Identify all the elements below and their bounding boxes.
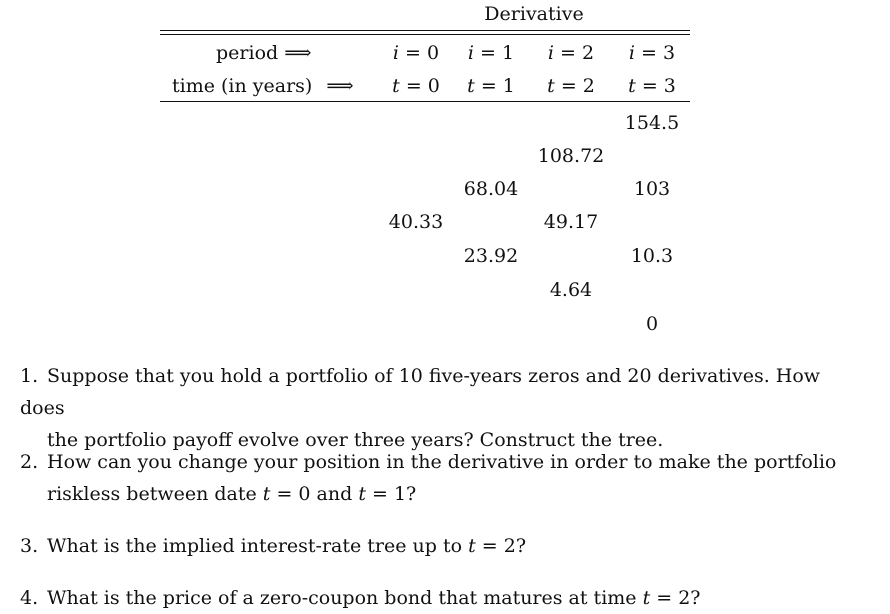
question-number: 4. <box>20 587 39 609</box>
question-number: 2. <box>20 451 39 473</box>
table-top-rule-1 <box>160 30 690 31</box>
period-header-2: i = 2 <box>547 42 595 64</box>
period-header-3: i = 3 <box>628 42 676 64</box>
tree-node-t0-0: 40.33 <box>388 211 444 233</box>
question-text: How can you change your position in the derivative in order to make the portfolio <box>47 451 837 473</box>
tree-node-t3-3: 0 <box>645 313 659 335</box>
tree-node-t3-1: 103 <box>633 178 671 200</box>
time-arrow-icon: ⟹ <box>326 75 354 97</box>
time-header-2: t = 2 <box>547 75 595 97</box>
question-number: 3. <box>20 535 39 557</box>
tree-node-t2-1: 49.17 <box>543 211 599 233</box>
question-3 <box>20 530 870 562</box>
question-text: Suppose that you hold a portfolio of 10 five-years zeros and 20 derivatives. How does <box>20 365 821 419</box>
period-header-0: i = 0 <box>392 42 440 64</box>
question-text: What is the implied interest-rate tree up to t = 2? <box>47 535 527 557</box>
period-row-label <box>216 42 311 64</box>
tree-node-t1-1: 23.92 <box>463 245 519 267</box>
tree-node-t3-0: 154.5 <box>624 112 680 134</box>
period-label: period <box>216 42 279 64</box>
tree-node-t1-0: 68.04 <box>463 178 519 200</box>
period-header-1: i = 1 <box>467 42 515 64</box>
question-text-continued: riskless between date t = 0 and t = 1? <box>47 483 417 505</box>
time-header-3: t = 3 <box>628 75 676 97</box>
table-header-rule <box>160 101 690 102</box>
question-4 <box>20 582 870 614</box>
question-text: What is the price of a zero-coupon bond that matures at time t = 2? <box>47 587 701 609</box>
time-header-1: t = 1 <box>467 75 515 97</box>
tree-node-t2-0: 108.72 <box>537 145 605 167</box>
question-text-continued: the portfolio payoff evolve over three years? Construct the tree. <box>47 429 664 451</box>
time-row-label <box>172 75 354 97</box>
tree-node-t2-2: 4.64 <box>549 279 593 301</box>
table-top-rule-2 <box>160 34 690 35</box>
period-arrow-icon: ⟹ <box>284 42 312 64</box>
question-2 <box>20 446 870 510</box>
table-title: Derivative <box>484 3 584 25</box>
time-header-0: t = 0 <box>392 75 440 97</box>
question-number: 1. <box>20 365 39 387</box>
tree-node-t3-2: 10.3 <box>630 245 674 267</box>
question-1 <box>20 360 870 456</box>
time-label: time (in years) <box>172 75 313 97</box>
